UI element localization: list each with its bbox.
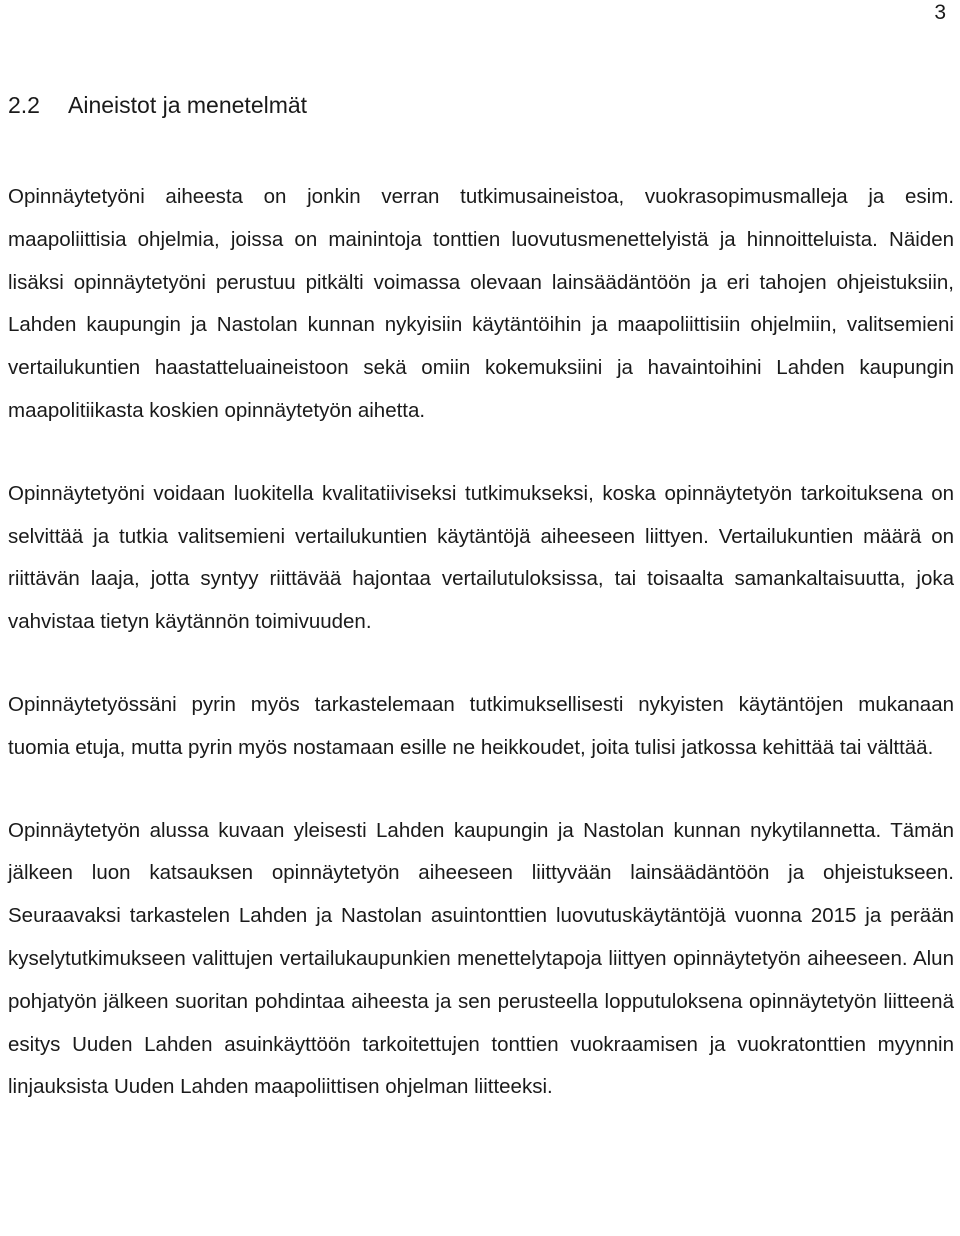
section-number: 2.2 <box>8 92 40 118</box>
paragraph-structure: Opinnäytetyön alussa kuvaan yleisesti Lahden kaupungin ja Nastolan kunnan nykytilannetta. Tämän jälkeen luon katsauksen opinnäytetyön aiheeseen liittyvään lainsäädäntöön ja ohjeistukseen. Seuraavaksi tarkastelen Lahden ja Nastolan asuintonttien luovutuskäytäntöjä vuonna 2015 ja perään kyselytutkimukseen valittujen vertailukaupunkien menettelytapoja liittyen opinnäytetyön aiheeseen. Alun pohjatyön jälkeen suoritan pohdintaa aiheesta ja sen perusteella lopputuloksena opinnäytetyön liitteenä esitys Uuden Lahden asuinkäyttöön tarkoitettujen tonttien vuokraamisen ja vuokratonttien myynnin linjauksista Uuden Lahden maapoliittisen ohjelman liitteeksi. <box>8 818 954 1099</box>
paragraph-sources: Opinnäytetyöni aiheesta on jonkin verran tutkimusaineistoa, vuokrasopimusmalleja ja esim. maapoliittisia ohjelmia, joissa on mainintoja tonttien luovutusmenettelyistä ja hinnoitteluista. Näiden lisäksi opinnäytetyöni perustuu pitkälti voimassa olevaan lainsäädäntöön ja eri tahojen ohjeistuksiin, Lahden kaupungin ja Nastolan kunnan nykyisiin käytäntöihin ja maapoliittisiin ohjelmiin, valitsemieni vertailukuntien haastatteluaineistoon sekä omiin kokemuksiini ja havaintoihini Lahden kaupungin maapolitiikasta koskien opinnäytetyön aihetta. <box>8 185 954 422</box>
paragraph-aims: Opinnäytetyössäni pyrin myös tarkastelemaan tutkimuksellisesti nykyisten käytäntöjen mukanaan tuomia etuja, mutta pyrin myös nostamaan esille ne heikkoudet, joita tulisi jatkossa kehittää tai välttää. <box>8 692 954 759</box>
page-number: 3 <box>934 1 946 24</box>
section-title: Aineistot ja menetelmät <box>68 92 308 118</box>
body-text <box>8 176 954 1109</box>
section-heading <box>8 90 307 120</box>
paragraph-method: Opinnäytetyöni voidaan luokitella kvalitatiiviseksi tutkimukseksi, koska opinnäytetyön tarkoituksena on selvittää ja tutkia valitsemieni vertailukuntien käytäntöjä aiheeseen liittyen. Vertailukuntien määrä on riittävän laaja, jotta syntyy riittävää hajontaa vertailutuloksissa, tai toisaalta samankaltaisuutta, joka vahvistaa tietyn käytännön toimivuuden. <box>8 481 954 634</box>
